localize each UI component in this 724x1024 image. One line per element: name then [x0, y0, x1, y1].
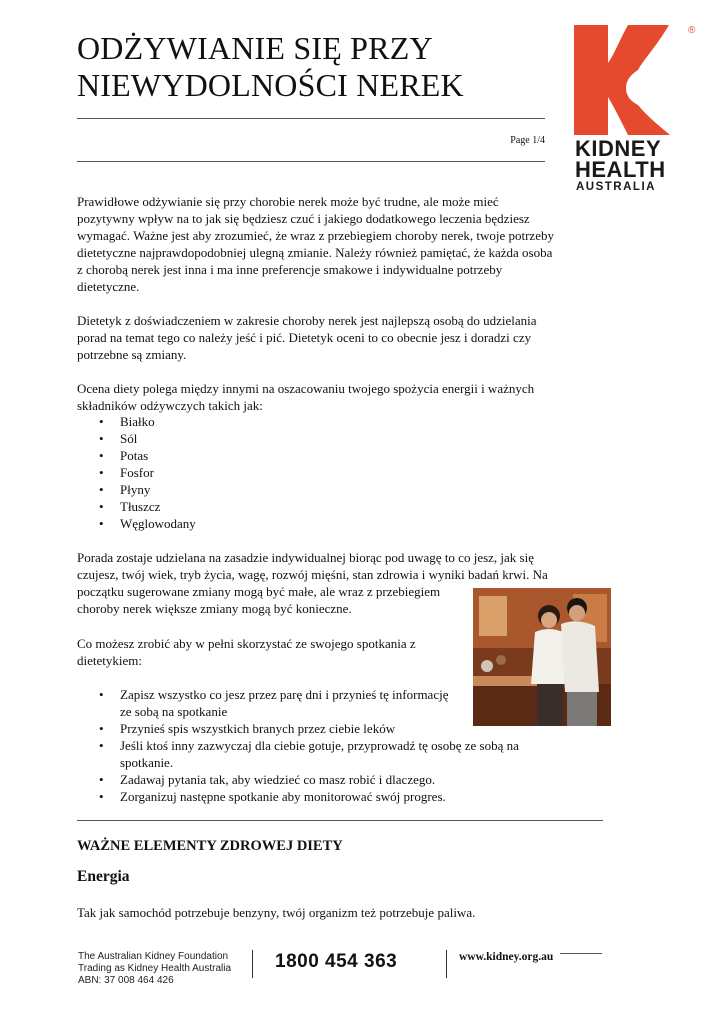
- page-number: Page 1/4: [510, 135, 545, 146]
- list-item: • Jeśli ktoś inny zazwyczaj dla ciebie gotuje, przyprowadź tę osobę ze sobą na spotkanie.: [96, 737, 526, 771]
- logo-text-kidney: KIDNEY: [575, 136, 662, 161]
- footer-separator: [446, 950, 447, 978]
- list-item: • Fosfor: [96, 464, 296, 481]
- intro-paragraph-2: Dietetyk z doświadczeniem w zakresie choroby nerek jest najlepszą osobą do udzielania porad na temat tego co należy jeść i pić. Dietetyk oceni to co obecnie jesz i doradzi czy potrzebne są zmiany.: [77, 313, 537, 362]
- appointment-intro: Co możesz zrobić aby w pełni skorzystać ze swojego spotkania z dietetykiem:: [77, 636, 416, 668]
- footer-website-rule: [560, 953, 602, 954]
- logo-text-health: HEALTH: [575, 157, 666, 182]
- registered-mark: ®: [688, 25, 696, 36]
- list-item: • Sól: [96, 430, 296, 447]
- footer-separator: [252, 950, 253, 978]
- list-item: • Węglowodany: [96, 515, 296, 532]
- logo-text-australia: AUSTRALIA: [576, 181, 656, 193]
- list-item: • Zorganizuj następne spotkanie aby monitorować swój progres.: [96, 788, 526, 805]
- list-item: • Potas: [96, 447, 296, 464]
- footer-org-line-2: Trading as Kidney Health Australia: [78, 963, 232, 974]
- header-rule-top: [77, 118, 545, 119]
- list-item: • Zadawaj pytania tak, aby wiedzieć co masz robić i dlaczego.: [96, 771, 526, 788]
- document-title: [77, 30, 547, 104]
- intro-paragraph-1: Prawidłowe odżywianie się przy chorobie nerek może być trudne, ale może mieć pozytywny wpływ na to jak się będziesz czuć i jakiego dodatkowego leczenia będziesz wymagać. Ważne jest aby zrozumieć, że wraz z przebiegiem choroby nerek, twoje potrzeby dietetyczne najprawdopodobniej ulegną zmianie. Należy również pamiętać, że każda osoba z chorobą nerek jest inna i ma inne preferencje smakowe i indywidualne potrzeby dietetyczne.: [77, 194, 554, 294]
- title-line-1: ODŻYWIANIE SIĘ PRZY: [77, 30, 433, 66]
- footer-abn: ABN: 37 008 464 426: [78, 975, 174, 986]
- energy-subheading: Energia: [77, 868, 130, 885]
- title-line-2: NIEWYDOLNOŚCI NEREK: [77, 67, 464, 103]
- list-item: • Zapisz wszystko co jesz przez parę dni i przynieś tę informację ze sobą na spotkanie: [96, 686, 460, 720]
- list-item: • Tłuszcz: [96, 498, 296, 515]
- list-item: • Przynieś spis wszystkich branych przez ciebie leków: [96, 720, 526, 737]
- appointment-tips-list: [96, 686, 526, 805]
- footer-org-line-1: The Australian Kidney Foundation: [78, 951, 229, 962]
- list-item: • Białko: [96, 413, 296, 430]
- header-rule-bottom: [77, 161, 545, 162]
- list-item: • Płyny: [96, 481, 296, 498]
- footer-phone: 1800 454 363: [275, 951, 398, 972]
- advice-paragraph: Porada zostaje udzielana na zasadzie indywidualnej biorąc pod uwagę to co jesz, jak się czujesz, twój wiek, tryb życia, wagę, rozwój mięśni, stan zdrowia i wyniki badań krwi. Na początku sugerowane zmiany mogą być małe, ale wraz z przebiegiem choroby nerek większe zmiany mogą być konieczne.: [77, 550, 548, 616]
- footer-organisation: [78, 951, 231, 987]
- kidney-health-australia-logo: [574, 25, 704, 195]
- footer-website-link[interactable]: www.kidney.org.au: [459, 951, 554, 963]
- kidney-k-logo-icon: [574, 25, 689, 135]
- intro-paragraph-3: Ocena diety polega między innymi na oszacowaniu twojego spożycia energii i ważnych składników odżywczych takich jak:: [77, 381, 535, 413]
- section-heading: WAŻNE ELEMENTY ZDROWEJ DIETY: [77, 838, 343, 854]
- section-divider: [77, 820, 603, 821]
- energy-paragraph: Tak jak samochód potrzebuje benzyny, twój organizm też potrzebuje paliwa.: [77, 905, 476, 920]
- nutrient-list: [96, 413, 296, 532]
